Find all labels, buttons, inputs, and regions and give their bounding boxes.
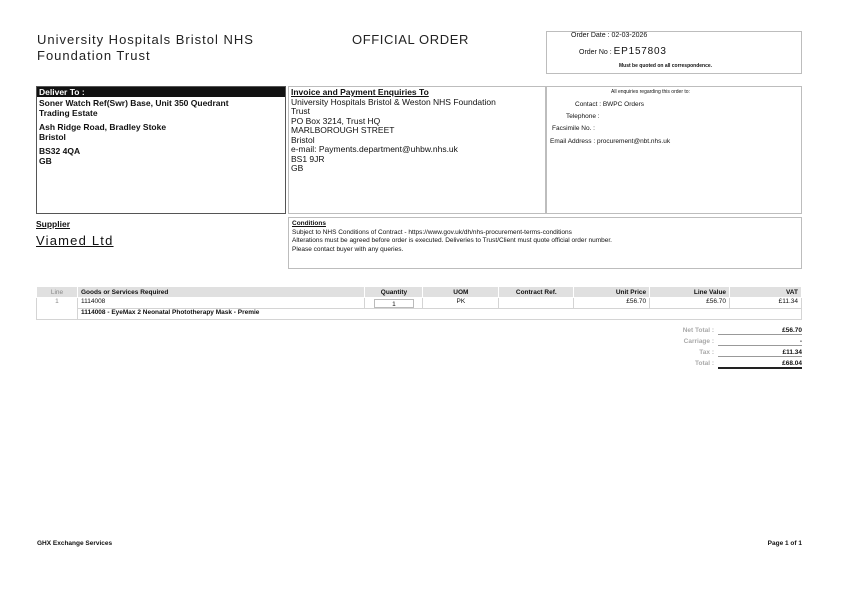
conditions-line: Subject to NHS Conditions of Contract - https://www.gov.uk/dh/nhs-procurement-terms-conditions bbox=[292, 228, 572, 236]
totals-block bbox=[672, 327, 802, 371]
enquiries-heading: All enquiries regarding this order to: bbox=[611, 89, 690, 95]
order-info-box bbox=[546, 31, 802, 74]
conditions-line: Alterations must be agreed before order is executed. Deliveries to Trust/Client must quote official order number. bbox=[292, 237, 612, 244]
invoice-address-line: Bristol bbox=[291, 134, 315, 145]
unit-price-value: £56.70 bbox=[574, 298, 650, 309]
footer-provider: GHX Exchange Services bbox=[37, 540, 113, 547]
order-items-table bbox=[36, 286, 802, 320]
deliver-address-line: Bristol bbox=[39, 132, 66, 142]
item-description: 1114008 - EyeMax 2 Neonatal Phototherapy Mask - Premie bbox=[77, 309, 801, 320]
order-note: Must be quoted on all correspondence. bbox=[619, 63, 713, 69]
table-row bbox=[37, 298, 802, 309]
carriage-value: - bbox=[718, 338, 802, 346]
net-total-value: £56.70 bbox=[718, 327, 802, 335]
tax-value: £11.34 bbox=[718, 349, 802, 357]
column-header-line: Line bbox=[37, 287, 78, 298]
organisation-name-line2: Foundation Trust bbox=[37, 48, 151, 63]
invoice-address-line: University Hospitals Bristol & Weston NHS Foundation bbox=[291, 96, 496, 107]
order-number bbox=[579, 46, 667, 57]
contact-value: BWPC Orders bbox=[602, 101, 644, 108]
invoice-email: e-mail: Payments.department@uhbw.nhs.uk bbox=[291, 144, 458, 154]
invoice-enquiries-box bbox=[288, 86, 546, 214]
conditions-heading: Conditions bbox=[292, 220, 326, 227]
vat-value: £11.34 bbox=[730, 298, 802, 309]
deliver-address-line: Soner Watch Ref(Swr) Base, Unit 350 Quedrant bbox=[39, 98, 229, 108]
deliver-to-address bbox=[37, 97, 285, 167]
uom-value: PK bbox=[423, 298, 499, 309]
net-total-row bbox=[672, 327, 802, 338]
net-total-label: Net Total : bbox=[682, 327, 714, 334]
conditions-line: Please contact buyer with any queries. bbox=[292, 245, 404, 253]
supplier-name: Viamed Ltd bbox=[36, 233, 114, 248]
column-header-unit-price: Unit Price bbox=[574, 287, 650, 298]
order-number-label: Order No : bbox=[579, 49, 612, 56]
organisation-name bbox=[37, 32, 254, 64]
deliver-address-line: GB bbox=[39, 156, 52, 166]
conditions-box bbox=[288, 217, 802, 269]
line-number: 1 bbox=[37, 298, 78, 320]
telephone-label: Telephone : bbox=[566, 113, 600, 120]
enquiries-box bbox=[546, 86, 802, 214]
carriage-row bbox=[672, 338, 802, 349]
grand-total-row bbox=[672, 360, 802, 371]
grand-total-value: £68.04 bbox=[718, 360, 802, 369]
invoice-address-line: MARLBOROUGH STREET bbox=[291, 125, 395, 135]
invoice-heading: Invoice and Payment Enquiries To bbox=[291, 87, 429, 97]
column-header-contract: Contract Ref. bbox=[499, 287, 574, 298]
deliver-address-line: BS32 4QA bbox=[39, 146, 81, 156]
invoice-address-line: GB bbox=[291, 163, 304, 173]
carriage-label: Carriage : bbox=[683, 338, 714, 345]
table-header-row bbox=[37, 287, 802, 298]
column-header-goods: Goods or Services Required bbox=[77, 287, 365, 298]
deliver-address-line: Trading Estate bbox=[39, 108, 98, 118]
telephone-row bbox=[566, 113, 600, 120]
supplier-label: Supplier bbox=[36, 219, 71, 229]
email-label: Email Address : bbox=[550, 138, 596, 145]
organisation-name-line1: University Hospitals Bristol NHS bbox=[37, 32, 254, 47]
quantity-value: 1 bbox=[374, 299, 414, 308]
order-date-value: 02-03-2026 bbox=[611, 32, 648, 39]
column-header-uom: UOM bbox=[423, 287, 499, 298]
order-number-value: EP157803 bbox=[613, 46, 667, 57]
line-value-value: £56.70 bbox=[650, 298, 730, 309]
grand-total-label: Total : bbox=[694, 360, 714, 367]
quantity-cell bbox=[365, 298, 423, 309]
fax-label: Facsimile No. : bbox=[552, 125, 595, 132]
contract-ref-value bbox=[499, 298, 574, 309]
deliver-address-line: Ash Ridge Road, Bradley Stoke bbox=[39, 122, 167, 132]
item-code: 1114008 bbox=[77, 298, 365, 309]
deliver-to-box bbox=[36, 86, 286, 214]
column-header-quantity: Quantity bbox=[365, 287, 423, 298]
fax-row bbox=[552, 125, 595, 132]
invoice-address-line: Trust bbox=[291, 106, 311, 116]
deliver-to-heading: Deliver To : bbox=[37, 87, 285, 97]
order-date-label: Order Date : bbox=[571, 32, 610, 39]
email-row bbox=[550, 138, 670, 145]
column-header-line-value: Line Value bbox=[650, 287, 730, 298]
tax-label: Tax : bbox=[699, 349, 714, 356]
tax-row bbox=[672, 349, 802, 360]
column-header-vat: VAT bbox=[730, 287, 802, 298]
page-number: Page 1 of 1 bbox=[767, 540, 802, 547]
email-value: procurement@nbt.nhs.uk bbox=[596, 138, 671, 145]
invoice-address-line: PO Box 3214, Trust HQ bbox=[291, 115, 381, 126]
order-date bbox=[571, 32, 647, 39]
table-row-description bbox=[37, 309, 802, 320]
document-title: OFFICIAL ORDER bbox=[352, 32, 469, 47]
contact-row bbox=[575, 101, 644, 108]
invoice-address-line: BS1 9JR bbox=[291, 153, 325, 164]
contact-label: Contact : bbox=[575, 101, 602, 108]
